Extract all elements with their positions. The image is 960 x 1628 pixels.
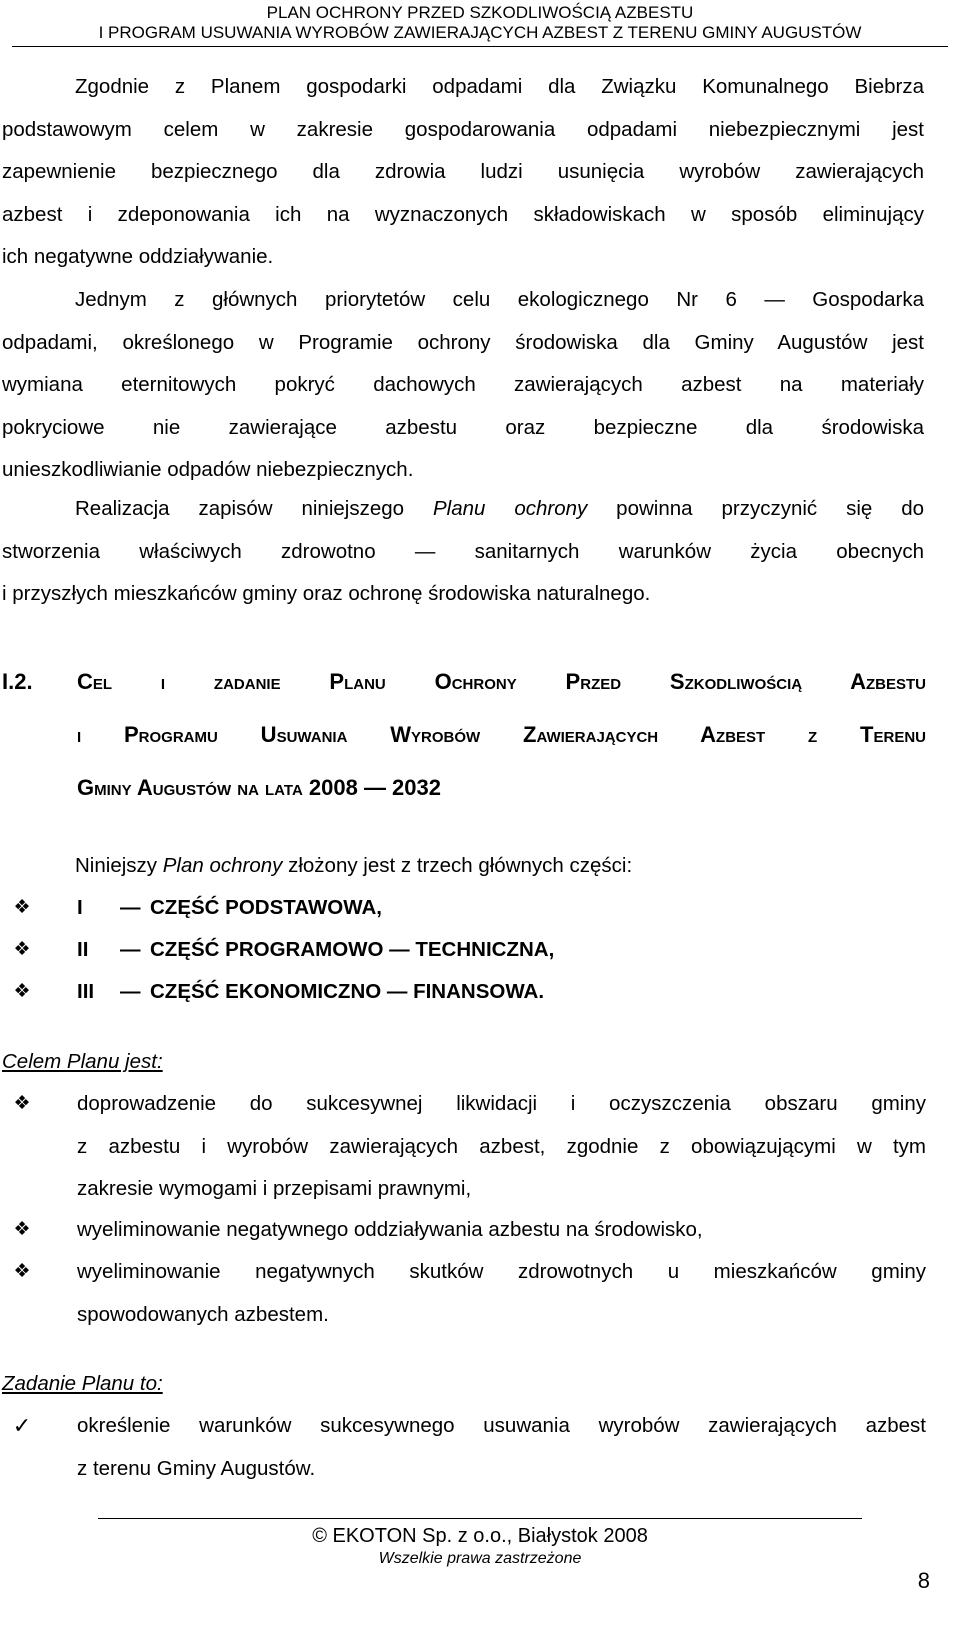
paragraph-line: wymiana eternitowych pokryć dachowych zawierających azbest na materiały (2, 373, 924, 396)
header-subtitle: I PROGRAM USUWANIA WYROBÓW ZAWIERAJĄCYCH AZBEST Z TERENU GMINY AUGUSTÓW (98, 23, 862, 42)
four-petal-star-icon: ❖ (13, 1219, 31, 1240)
heading-line: Cel i zadanie Planu Ochrony Przed Szkodliwością Azbestu (77, 669, 926, 694)
four-petal-star-icon: ❖ (13, 897, 31, 918)
paragraph-line (2, 488, 924, 531)
list-item-text (77, 1083, 926, 1211)
list-item (2, 971, 702, 1013)
part-dash: — (120, 980, 141, 1003)
heading-line: Gminy Augustów na lata 2008 — 2032 (77, 775, 441, 800)
four-petal-star-icon: ❖ (13, 981, 31, 1002)
tasks-title: Zadanie Planu to: (2, 1372, 163, 1395)
paragraph-line: podstawowym celem w zakresie gospodarowania odpadami niebezpiecznymi jest (2, 117, 924, 141)
part-label: CZĘŚĆ EKONOMICZNO — FINANSOWA. (150, 980, 545, 1003)
four-petal-star-icon: ❖ (13, 1093, 31, 1114)
parts-list (2, 887, 702, 1013)
paragraph-line: stworzenia właściwych zdrowotno — sanitarnych warunków życia obecnych (2, 539, 924, 563)
list-item (2, 887, 702, 929)
four-petal-star-icon: ❖ (13, 1261, 31, 1282)
list-item-text (77, 1405, 926, 1490)
paragraph-1 (2, 66, 924, 279)
paragraph-line: doprowadzenie do sukcesywnej likwidacji i oczyszczenia obszaru gminy (77, 1092, 926, 1115)
checkmark-icon: ✓ (12, 1413, 32, 1438)
paragraph-line: zapewnienie bezpiecznego dla zdrowia ludzi usunięcia wyrobów zawierających (2, 160, 924, 183)
list-item-text (77, 1251, 926, 1336)
list-item (2, 1405, 926, 1493)
paragraph-line: Zgodnie z Planem gospodarki odpadami dla Związku Komunalnego Biebrza (75, 75, 924, 98)
paragraph-line: wyeliminowanie negatywnych skutków zdrowotnych u mieszkańców gminy (77, 1260, 926, 1283)
italic-run: Plan ochrony (162, 854, 283, 877)
paragraph-line: ich negatywne oddziaływanie. (2, 245, 274, 268)
paragraph-2 (2, 279, 924, 492)
parts-intro (2, 845, 924, 888)
text-run: Niniejszy (75, 854, 163, 877)
goals-title: Celem Planu jest: (2, 1050, 163, 1073)
heading-line: i Programu Usuwania Wyrobów Zawierających Azbest z Terenu (77, 722, 926, 747)
part-number: I (77, 896, 83, 919)
text-run: Realizacja zapisów niniejszego (75, 497, 433, 520)
paragraph-line (2, 845, 924, 888)
paragraph-line: wyeliminowanie negatywnego oddziaływania azbestu na środowisko, (77, 1218, 703, 1241)
list-item-text (77, 1209, 926, 1252)
part-dash: — (120, 938, 141, 961)
part-label: CZĘŚĆ PODSTAWOWA, (150, 896, 382, 919)
part-number: III (77, 980, 95, 1003)
part-dash: — (120, 896, 141, 919)
footer-copyright: © EKOTON Sp. z o.o., Białystok 2008 (312, 1525, 648, 1547)
footer-rights: Wszelkie prawa zastrzeżone (378, 1550, 582, 1567)
list-item (2, 1209, 926, 1253)
section-heading (2, 656, 926, 816)
paragraph-line: unieszkodliwianie odpadów niebezpiecznych. (2, 458, 414, 481)
paragraph-line: spowodowanych azbestem. (77, 1302, 329, 1326)
paragraph-line: z terenu Gminy Augustów. (77, 1456, 316, 1480)
paragraph-line: określenie warunków sukcesywnego usuwania wyrobów zawierających azbest (77, 1414, 926, 1437)
header-title: PLAN OCHRONY PRZED SZKODLIWOŚCIĄ AZBESTU (266, 3, 694, 22)
paragraph-line: azbest i zdeponowania ich na wyznaczonych składowiskach w sposób eliminujący (2, 202, 924, 226)
list-item (2, 1251, 926, 1339)
paragraph-line: Jednym z głównych priorytetów celu ekologicznego Nr 6 — Gospodarka (75, 288, 924, 311)
paragraph-3 (2, 488, 924, 616)
part-label: CZĘŚĆ PROGRAMOWO — TECHNICZNA, (150, 938, 555, 961)
page-number: 8 (917, 1568, 930, 1593)
paragraph-line: odpadami, określonego w Programie ochrony środowiska dla Gminy Augustów jest (2, 330, 924, 354)
paragraph-line: z azbestu i wyrobów zawierających azbest, zgodnie z obowiązującymi w tym (77, 1134, 926, 1158)
text-run: powinna przyczynić się do (587, 497, 925, 520)
part-number: II (77, 938, 89, 961)
four-petal-star-icon: ❖ (13, 939, 31, 960)
italic-run: Planu ochrony (432, 497, 588, 520)
header-rule (12, 46, 948, 47)
list-item (2, 929, 702, 971)
text-run: złożony jest z trzech głównych części: (282, 854, 633, 877)
footer-rule (98, 1518, 862, 1519)
paragraph-line: pokryciowe nie zawierające azbestu oraz bezpieczne dla środowiska (2, 415, 924, 439)
paragraph-line: i przyszłych mieszkańców gminy oraz ochronę środowiska naturalnego. (2, 582, 651, 605)
paragraph-line: zakresie wymogami i przepisami prawnymi, (77, 1177, 472, 1200)
section-number: I.2. (2, 669, 33, 694)
list-item (2, 1083, 926, 1213)
